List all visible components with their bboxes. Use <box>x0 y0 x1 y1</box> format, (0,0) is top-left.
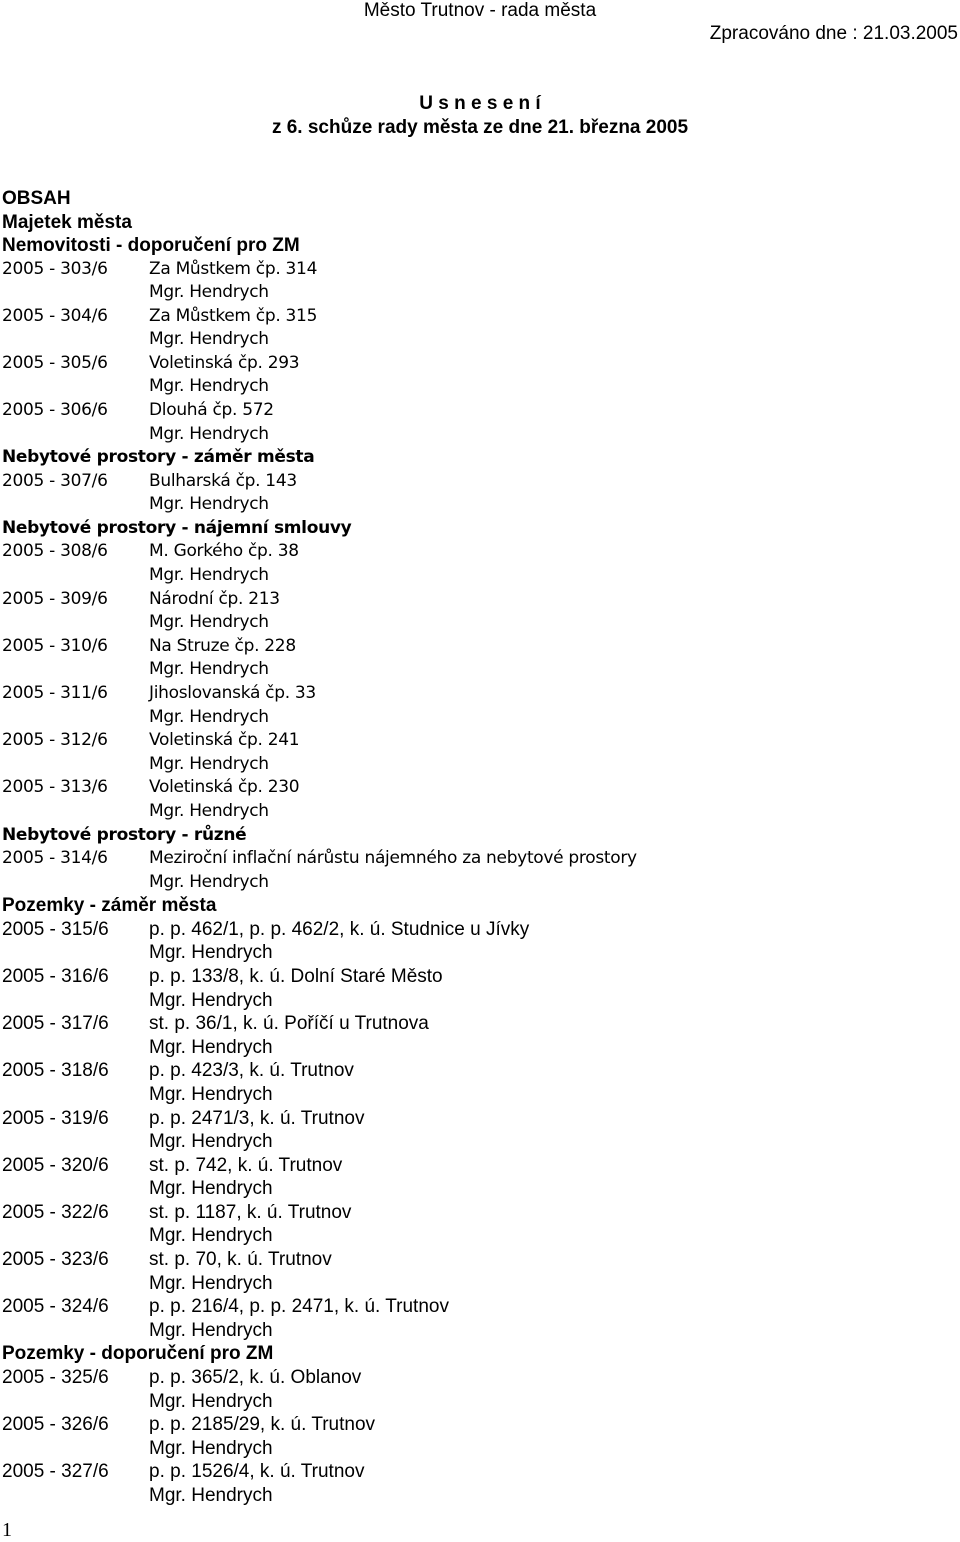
resolution-row <box>2 1012 952 1036</box>
resolution-row <box>2 729 952 753</box>
resolution-subject: p. p. 462/1, p. p. 462/2, k. ú. Studnice u Jívky <box>149 918 530 940</box>
resolution-subject: p. p. 365/2, k. ú. Oblanov <box>149 1366 362 1388</box>
resolution-number: 2005 - 308/6 <box>2 541 108 562</box>
entry-list <box>2 847 952 894</box>
resolution-number: 2005 - 310/6 <box>2 635 108 656</box>
resolution-number: 2005 - 307/6 <box>2 470 108 491</box>
resolution-row <box>2 399 952 423</box>
resolution-number: 2005 - 326/6 <box>2 1414 109 1436</box>
resolution-entry <box>2 1366 952 1413</box>
responsible-person: Mgr. Hendrych <box>149 282 269 303</box>
resolution-entry <box>2 1413 952 1460</box>
entry-list <box>2 918 952 1343</box>
resolution-entry <box>2 918 952 965</box>
toc-heading: OBSAH <box>2 188 71 209</box>
responsible-person: Mgr. Hendrych <box>149 423 269 444</box>
responsible-person: Mgr. Hendrych <box>149 989 273 1011</box>
resolution-subject: Za Můstkem čp. 315 <box>149 305 318 326</box>
resolution-number: 2005 - 315/6 <box>2 918 109 940</box>
resolution-subject: Na Struze čp. 228 <box>149 635 296 656</box>
entry-list <box>2 540 952 823</box>
resolution-number: 2005 - 320/6 <box>2 1154 109 1176</box>
resolution-row <box>2 588 952 612</box>
resolution-entry <box>2 352 952 399</box>
responsible-person: Mgr. Hendrych <box>149 329 269 350</box>
subsection-heading: Nebytové prostory - nájemní smlouvy <box>2 517 352 538</box>
resolution-subject: p. p. 2471/3, k. ú. Trutnov <box>149 1107 365 1129</box>
subsection-heading: Nemovitosti - doporučení pro ZM <box>2 235 300 256</box>
resolution-row <box>2 1059 952 1083</box>
responsible-person: Mgr. Hendrych <box>149 565 269 586</box>
subsection-heading: Nebytové prostory - záměr města <box>2 447 315 468</box>
resolution-number: 2005 - 325/6 <box>2 1366 109 1388</box>
table-of-contents <box>2 187 952 1508</box>
resolution-subject: p. p. 2185/29, k. ú. Trutnov <box>149 1414 376 1436</box>
resolution-entry <box>2 1248 952 1295</box>
resolution-row <box>2 1295 952 1319</box>
responsible-person: Mgr. Hendrych <box>149 494 269 515</box>
resolution-entry <box>2 1295 952 1342</box>
responsible-person: Mgr. Hendrych <box>149 1484 273 1506</box>
resolution-entry <box>2 847 952 894</box>
resolution-row <box>2 352 952 376</box>
subsection-heading: Nebytové prostory - různé <box>2 824 247 845</box>
resolution-number: 2005 - 306/6 <box>2 400 108 421</box>
resolution-entry <box>2 1107 952 1154</box>
responsible-person: Mgr. Hendrych <box>149 1083 273 1105</box>
resolution-subject: Voletinská čp. 230 <box>149 777 300 798</box>
resolution-row <box>2 1107 952 1131</box>
page-number: 1 <box>2 1519 12 1541</box>
resolution-subject: Dlouhá čp. 572 <box>149 400 274 421</box>
resolution-entry <box>2 1059 952 1106</box>
resolution-number: 2005 - 323/6 <box>2 1249 109 1271</box>
resolution-entry <box>2 1460 952 1507</box>
resolution-number: 2005 - 312/6 <box>2 730 108 751</box>
responsible-person: Mgr. Hendrych <box>149 1272 273 1294</box>
resolution-entry <box>2 729 952 776</box>
resolution-subject: st. p. 36/1, k. ú. Poříčí u Trutnova <box>149 1013 429 1035</box>
resolution-number: 2005 - 318/6 <box>2 1060 109 1082</box>
section-heading: Majetek města <box>2 211 132 233</box>
resolution-subject: Jihoslovanská čp. 33 <box>149 683 316 703</box>
resolution-subject: p. p. 1526/4, k. ú. Trutnov <box>149 1461 365 1483</box>
resolution-entry <box>2 399 952 446</box>
resolution-row <box>2 1201 952 1225</box>
document-title: U s n e s e n í <box>419 93 541 114</box>
resolution-subject: Za Můstkem čp. 314 <box>149 258 318 279</box>
resolution-subject: p. p. 133/8, k. ú. Dolní Staré Město <box>149 965 443 987</box>
responsible-person: Mgr. Hendrych <box>149 376 269 397</box>
responsible-person: Mgr. Hendrych <box>149 659 269 680</box>
resolution-entry <box>2 258 952 305</box>
resolution-row <box>2 965 952 989</box>
resolution-number: 2005 - 314/6 <box>2 848 108 869</box>
responsible-person: Mgr. Hendrych <box>149 1319 273 1341</box>
responsible-person: Mgr. Hendrych <box>149 871 269 892</box>
entry-list <box>2 470 952 517</box>
resolution-entry <box>2 305 952 352</box>
header-title: Město Trutnov - rada města <box>363 0 597 21</box>
resolution-number: 2005 - 305/6 <box>2 352 108 373</box>
responsible-person: Mgr. Hendrych <box>149 800 269 821</box>
resolution-row <box>2 470 952 494</box>
resolution-number: 2005 - 303/6 <box>2 258 108 279</box>
resolution-number: 2005 - 317/6 <box>2 1013 109 1035</box>
resolution-number: 2005 - 309/6 <box>2 588 108 609</box>
resolution-row <box>2 305 952 329</box>
resolution-subject: st. p. 1187, k. ú. Trutnov <box>149 1201 352 1223</box>
resolution-entry <box>2 1154 952 1201</box>
resolution-number: 2005 - 327/6 <box>2 1461 109 1483</box>
responsible-person: Mgr. Hendrych <box>149 942 273 964</box>
responsible-person: Mgr. Hendrych <box>149 1225 273 1247</box>
responsible-person: Mgr. Hendrych <box>149 753 269 774</box>
resolution-row <box>2 635 952 659</box>
resolution-entry <box>2 470 952 517</box>
resolution-row <box>2 1460 952 1484</box>
resolution-subject: Meziroční inflační nárůstu nájemného za nebytové prostory <box>149 848 637 869</box>
resolution-row <box>2 258 952 282</box>
resolution-subject: st. p. 742, k. ú. Trutnov <box>149 1154 343 1176</box>
resolution-number: 2005 - 313/6 <box>2 777 108 798</box>
resolution-row <box>2 847 952 871</box>
resolution-row <box>2 540 952 564</box>
resolution-number: 2005 - 316/6 <box>2 965 109 987</box>
resolution-number: 2005 - 324/6 <box>2 1296 109 1318</box>
resolution-entry <box>2 682 952 729</box>
resolution-number: 2005 - 304/6 <box>2 305 108 326</box>
document-subtitle: z 6. schůze rady města ze dne 21. března 2005 <box>271 117 689 138</box>
entry-list <box>2 1366 952 1508</box>
resolution-entry <box>2 588 952 635</box>
resolution-row <box>2 1248 952 1272</box>
resolution-subject: p. p. 423/3, k. ú. Trutnov <box>149 1060 354 1082</box>
resolution-subject: Voletinská čp. 293 <box>149 352 300 373</box>
resolution-subject: st. p. 70, k. ú. Trutnov <box>149 1249 332 1271</box>
resolution-subject: M. Gorkého čp. 38 <box>149 541 299 562</box>
subsection-heading: Pozemky - záměr města <box>2 895 217 917</box>
processed-date: Zpracováno dne : 21.03.2005 <box>709 23 958 44</box>
resolution-row <box>2 776 952 800</box>
responsible-person: Mgr. Hendrych <box>149 1178 273 1200</box>
resolution-row <box>2 1154 952 1178</box>
resolution-number: 2005 - 311/6 <box>2 683 108 703</box>
resolution-entry <box>2 1201 952 1248</box>
responsible-person: Mgr. Hendrych <box>149 612 269 633</box>
resolution-row <box>2 918 952 942</box>
resolution-subject: p. p. 216/4, p. p. 2471, k. ú. Trutnov <box>149 1296 449 1318</box>
resolution-number: 2005 - 319/6 <box>2 1107 109 1129</box>
resolution-entry <box>2 965 952 1012</box>
resolution-subject: Národní čp. 213 <box>149 588 280 609</box>
resolution-entry <box>2 540 952 587</box>
resolution-subject: Voletinská čp. 241 <box>149 730 300 751</box>
resolution-entry <box>2 776 952 823</box>
subsection-heading: Pozemky - doporučení pro ZM <box>2 1343 274 1365</box>
resolution-number: 2005 - 322/6 <box>2 1201 109 1223</box>
resolution-row <box>2 682 952 706</box>
resolution-entry <box>2 635 952 682</box>
resolution-row <box>2 1413 952 1437</box>
responsible-person: Mgr. Hendrych <box>149 1131 273 1153</box>
responsible-person: Mgr. Hendrych <box>149 1437 273 1459</box>
responsible-person: Mgr. Hendrych <box>149 1036 273 1058</box>
entry-list <box>2 258 952 447</box>
resolution-row <box>2 1366 952 1390</box>
responsible-person: Mgr. Hendrych <box>149 1390 273 1412</box>
resolution-entry <box>2 1012 952 1059</box>
responsible-person: Mgr. Hendrych <box>149 706 269 727</box>
resolution-subject: Bulharská čp. 143 <box>149 470 297 491</box>
